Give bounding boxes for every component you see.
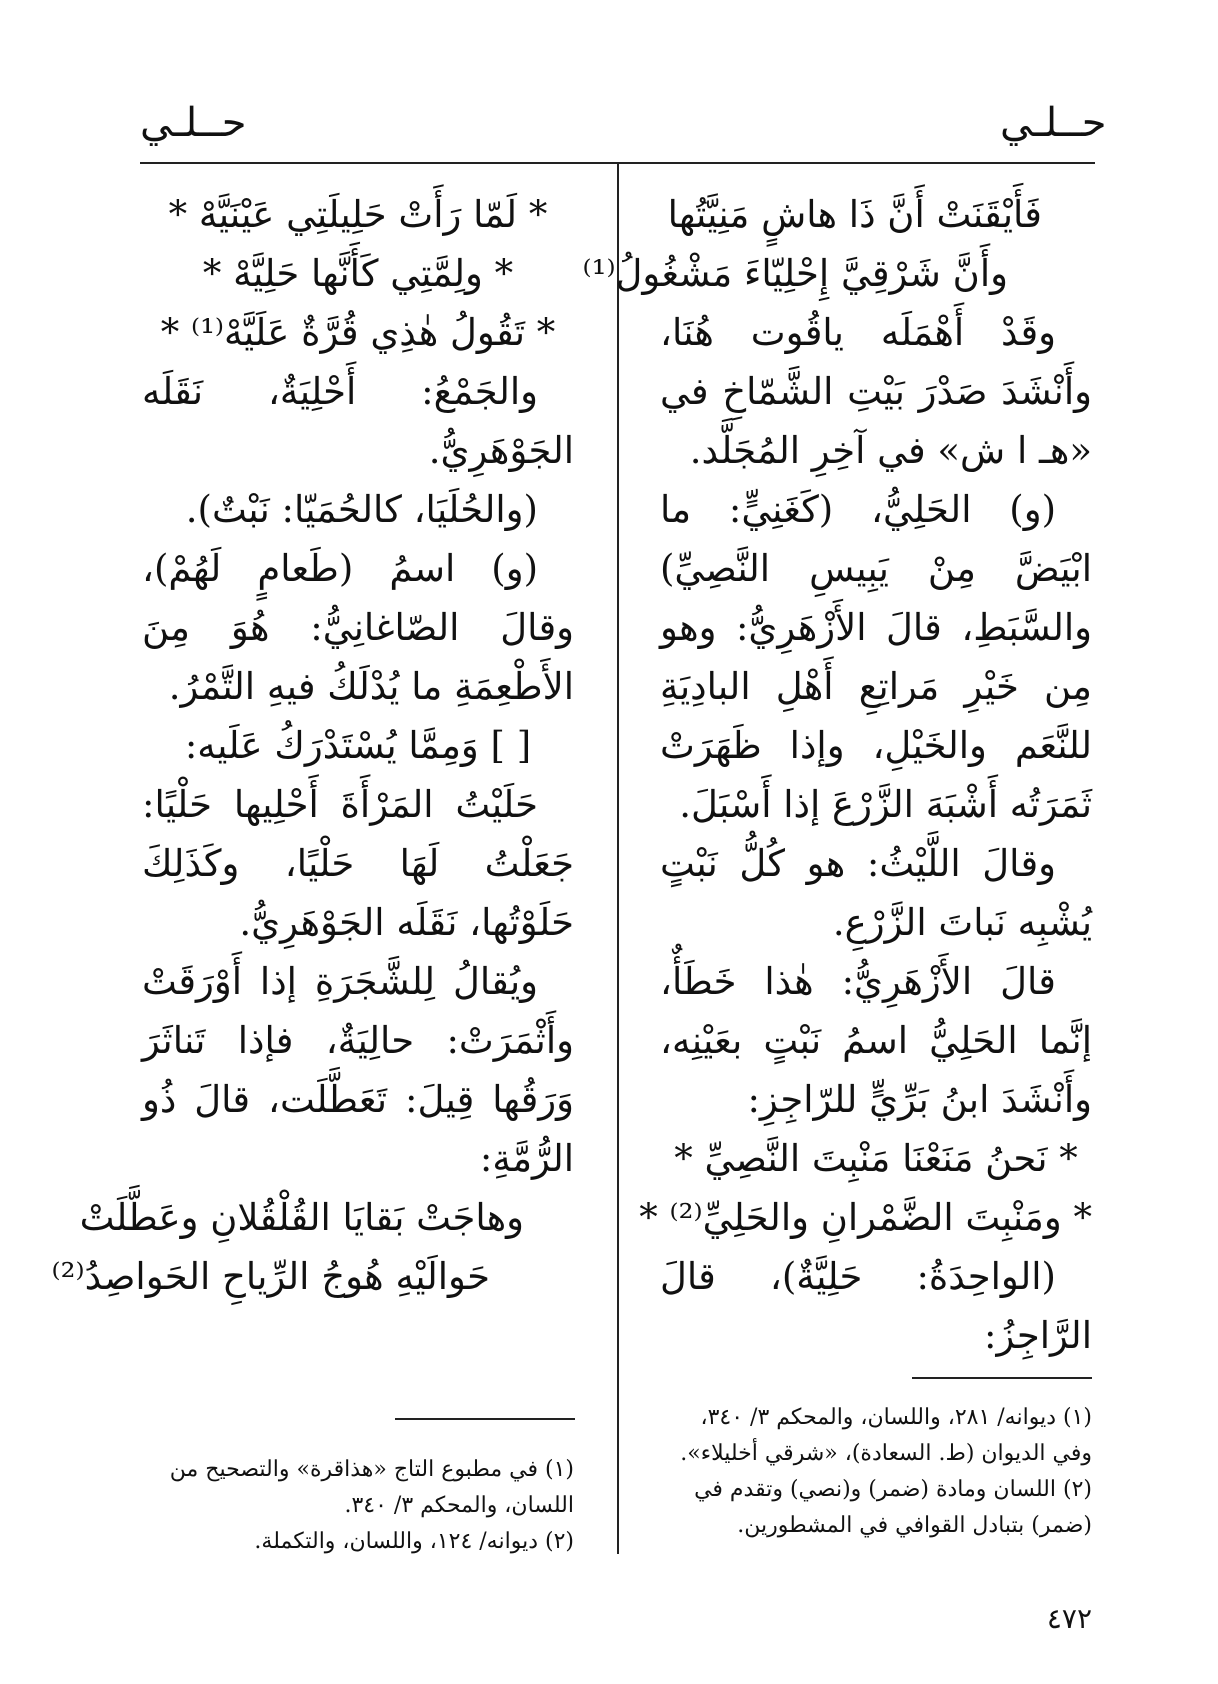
paragraph: حَلَيْتُ المَرْأَةَ أَحْلِيها حَلْيًا: جَعَلْتُ لَهَا حَلْيًا، وكَذَلِكَ حَلَوْتُها، نَقَلَه الجَوْهَرِيُّ. xyxy=(142,783,574,944)
verse-line: * تَقُولُ هٰذِي قُرَّةٌ عَلَيَّهْ⁽¹⁾ * xyxy=(160,311,556,354)
left-column xyxy=(51,185,574,1306)
paragraph: (و) اسمُ (طَعامٍ لَهُمْ)، وقالَ الصّاغانِيُّ: هُوَ مِنَ الأَطْعِمَةِ ما يُدْلَكُ فيهِ التَّمْرُ. xyxy=(142,547,574,708)
footnote-rule-left xyxy=(395,1418,575,1420)
page-number: ٤٧٢ xyxy=(1046,1602,1092,1635)
verse-line: * ولِمَّتِي كَأَنَّها حَلِيَّهْ * xyxy=(202,252,514,295)
footnotes-right xyxy=(660,1400,1092,1544)
paragraph: (و) الحَلِيُّ، (كَغَنِيٍّ: ما ابْيَضَّ مِنْ يَبِيسِ النَّصِيِّ) والسَّبَطِ، قالَ الأَزْهَرِيُّ: وهو مِن خَيْرِ مَراتِعِ أَهْلِ البادِيَةِ للنَّعَم والخَيْلِ، وإذا ظَهَرَتْ ثَمَرَتُه أَشْبَهَ الزَّرْعَ إذا أَسْبَلَ. xyxy=(660,488,1092,826)
column-separator xyxy=(617,164,619,1554)
verse-line: * لَمّا رَأَتْ حَلِيلَتِي عَيْنَيَّهْ * xyxy=(168,193,548,236)
paragraph: قالَ الأَزْهَرِيُّ: هٰذا خَطَأٌ، إنَّما الحَلِيُّ اسمُ نَبْتٍ بعَيْنِه، وأَنْشَدَ ابنُ بَرِّيٍّ للرّاجِزِ: xyxy=(660,960,1092,1121)
footnote: (١) ديوانه/ ٢٨١، واللسان، والمحكم ٣/ ٣٤٠، وفي الديوان (ط. السعادة)، «شرقي أخليلاء». xyxy=(680,1405,1092,1466)
verse-line: * نَحنُ مَنَعْنَا مَنْبِتَ النَّصِيِّ * xyxy=(674,1137,1078,1180)
verse-line: وأَنَّ شَرْقِيَّ إِحْلِيّاءَ مَشْغُولُ⁽¹⁾ xyxy=(582,252,1008,295)
section-heading: [ ] وَمِمَّا يُسْتَدْرَكُ عَلَيه: xyxy=(184,724,532,767)
footnotes-left xyxy=(142,1452,574,1560)
verse-line: وهاجَتْ بَقايَا القُلْقُلانِ وعَطَّلَتْ xyxy=(79,1196,524,1239)
verse-line: * ومَنْبِتَ الضَّمْرانِ والحَلِيِّ⁽²⁾ * xyxy=(639,1196,1092,1239)
paragraph: وقالَ اللَّيْثُ: هو كُلُّ نَبْتٍ يُشْبِه نَباتَ الزَّرْعِ. xyxy=(660,842,1092,944)
verse-line: فَأَيْقَنَتْ أَنَّ ذَا هاشٍ مَنِيَّتُها xyxy=(667,193,1042,236)
paragraph: والجَمْعُ: أَحْلِيَةٌ، نَقَلَه الجَوْهَرِيُّ. xyxy=(142,370,574,472)
paragraph: ويُقالُ لِلشَّجَرَةِ إذا أَوْرَقَتْ وأَثْمَرَتْ: حالِيَةٌ، فإذا تَناثَرَ وَرَقُها قِيلَ: تَعَطَّلَت، قالَ ذُو الرُّمَّةِ: xyxy=(142,960,574,1180)
footnote: (١) في مطبوع التاج «هذاقرة» والتصحيح من اللسان، والمحكم ٣/ ٣٤٠. xyxy=(169,1457,574,1518)
paragraph: (الواحِدَةُ: حَلِيَّةٌ)، قالَ الرَّاجِزُ: xyxy=(660,1255,1092,1357)
right-column xyxy=(582,185,1092,1365)
footnote: (٢) اللسان ومادة (ضمر) و(نصي) وتقدم في (ضمر) بتبادل القوافي في المشطورين. xyxy=(694,1477,1092,1538)
paragraph: وقَدْ أَهْمَلَه ياقُوت هُنَا، وأَنْشَدَ صَدْرَ بَيْتِ الشَّمّاخِ في «هـ ا ش» في آخِرِ المُجَلَّد. xyxy=(660,311,1092,472)
paragraph: (والحُلَيَا، كالحُمَيّا: نَبْتٌ). xyxy=(185,488,538,531)
running-header-left: حــلـي xyxy=(140,100,247,146)
footnote-rule-right xyxy=(912,1377,1092,1379)
running-header-right: حــلـي xyxy=(1000,100,1107,146)
verse-line: حَوالَيْهِ هُوجُ الرِّياحِ الحَواصِدُ⁽²⁾ xyxy=(51,1255,490,1298)
footnote: (٢) ديوانه/ ١٢٤، واللسان، والتكملة. xyxy=(254,1529,574,1554)
